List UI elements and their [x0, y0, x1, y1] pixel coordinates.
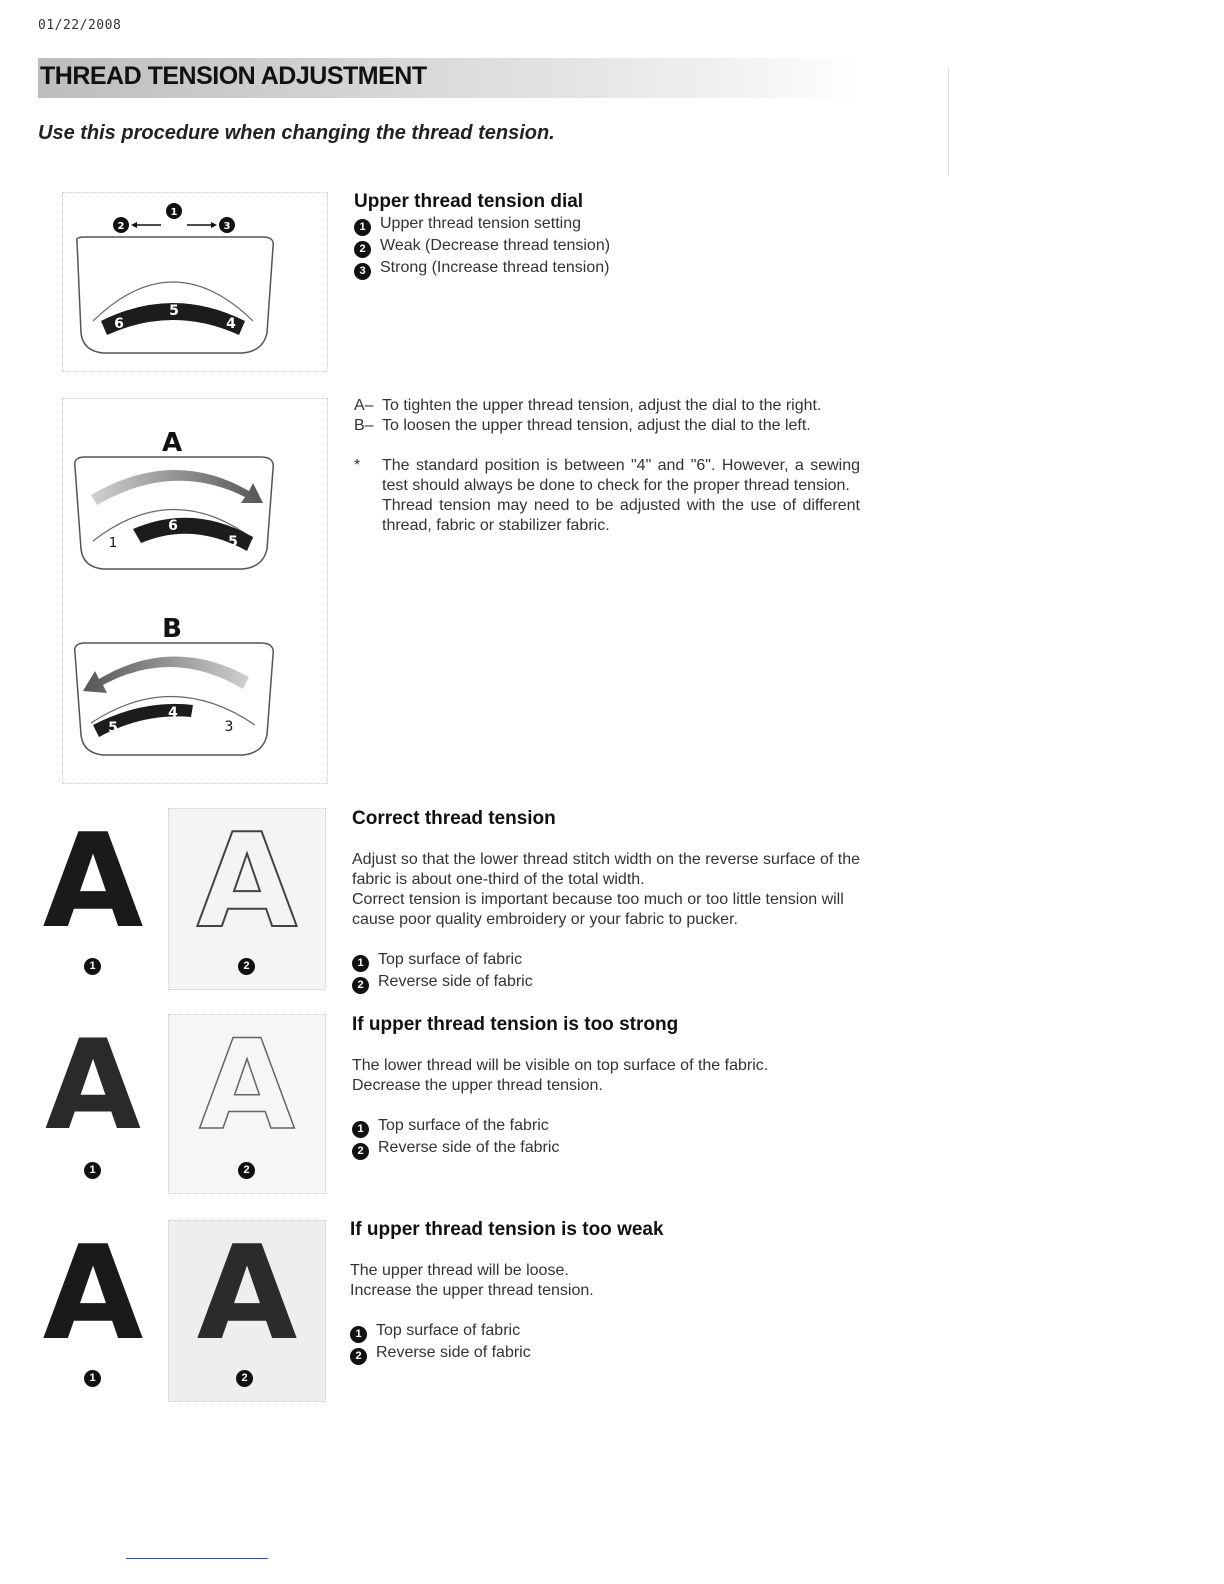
- adjust-figure: [62, 398, 328, 784]
- dial-heading: Upper thread tension dial: [354, 191, 584, 212]
- number-badge: 2: [352, 1143, 369, 1160]
- correct-item-1: 1 Top surface of fabric: [352, 950, 860, 972]
- dial-item-1: 1 Upper thread tension setting: [354, 214, 874, 236]
- footer-rule: [126, 1558, 268, 1559]
- dial-b-number-right: 3: [224, 719, 234, 735]
- top-surface-letter: A: [42, 805, 144, 957]
- dial-figure: [62, 192, 328, 372]
- number-badge: 1: [354, 219, 371, 236]
- dial-description: [354, 191, 874, 280]
- reverse-side-letter: A: [196, 805, 298, 957]
- dial-item-3: 3 Strong (Increase thread tension): [354, 258, 874, 280]
- callout-1-badge: 1: [84, 1370, 101, 1387]
- correct-body-2: Correct tension is important because too much or too little tension will cause poor quality embroidery or your fabric to pucker.: [352, 891, 844, 928]
- dial-b-number-center: 4: [168, 705, 178, 721]
- strong-description: [352, 1014, 860, 1160]
- callout-2-badge: 2: [238, 958, 255, 975]
- standard-note-2: Thread tension may need to be adjusted with the use of different thread, fabric or stabilizer fabric.: [382, 497, 860, 534]
- correct-heading: Correct thread tension: [352, 808, 556, 829]
- weak-description: [350, 1219, 858, 1365]
- number-badge: 3: [354, 263, 371, 280]
- arrow-left-icon: [83, 656, 249, 693]
- margin-rule: [948, 68, 949, 176]
- page-title: THREAD TENSION ADJUSTMENT: [40, 62, 427, 90]
- callout-1-badge: 1: [84, 958, 101, 975]
- callout-2-badge: 2: [236, 1370, 253, 1387]
- correct-description: [352, 808, 860, 994]
- number-badge: 2: [354, 241, 371, 258]
- weak-sample-figure: [20, 1217, 326, 1402]
- label-a: A: [161, 428, 183, 458]
- tension-dial-illustration: [63, 193, 327, 371]
- number-badge: 2: [352, 977, 369, 994]
- adjust-description: [354, 396, 860, 536]
- top-surface-letter: A: [45, 1014, 141, 1158]
- arrow-right-icon: [91, 470, 263, 505]
- document-date: 01/22/2008: [38, 18, 122, 33]
- dial-a-number-right: 5: [228, 534, 238, 550]
- callout-2: 2: [117, 221, 125, 232]
- correct-item-2: 2 Reverse side of fabric: [352, 972, 860, 994]
- line-b: B– To loosen the upper thread tension, adjust the dial to the left.: [354, 417, 811, 434]
- weak-heading: If upper thread tension is too weak: [350, 1219, 664, 1240]
- line-a: A– To tighten the upper thread tension, adjust the dial to the right.: [354, 397, 822, 414]
- weak-body-2: Increase the upper thread tension.: [350, 1282, 594, 1299]
- strong-item-1: 1 Top surface of the fabric: [352, 1116, 860, 1138]
- correct-body: Adjust so that the lower thread stitch width on the reverse surface of the fabric is about one-third of the total width.: [352, 851, 860, 888]
- dial-number-left: 6: [114, 316, 124, 332]
- callout-2-badge: 2: [238, 1162, 255, 1179]
- strong-heading: If upper thread tension is too strong: [352, 1014, 679, 1035]
- page-subtitle: Use this procedure when changing the thread tension.: [38, 122, 555, 144]
- dial-figure-b: [75, 614, 274, 755]
- strong-item-2: 2 Reverse side of the fabric: [352, 1138, 860, 1160]
- weak-body: The upper thread will be loose.: [350, 1262, 569, 1279]
- label-b: B: [162, 614, 182, 644]
- reverse-side-letter: A: [199, 1014, 295, 1158]
- correct-sample-figure: [20, 805, 326, 990]
- number-badge: 1: [352, 1121, 369, 1138]
- reverse-side-letter: A: [196, 1217, 298, 1369]
- dial-figure-a: [75, 428, 274, 569]
- dial-number-center: 5: [169, 303, 179, 319]
- dial-a-number-left: 1: [108, 536, 118, 551]
- dial-number-right: 4: [226, 316, 236, 332]
- dial-b-number-left: 5: [108, 720, 118, 736]
- dial-item-2: 2 Weak (Decrease thread tension): [354, 236, 874, 258]
- number-badge: 2: [350, 1348, 367, 1365]
- top-surface-letter: A: [42, 1217, 144, 1369]
- weak-item-1: 1 Top surface of fabric: [350, 1321, 858, 1343]
- number-badge: 1: [350, 1326, 367, 1343]
- weak-item-2: 2 Reverse side of fabric: [350, 1343, 858, 1365]
- callout-3: 3: [223, 221, 231, 232]
- strong-body-2: Decrease the upper thread tension.: [352, 1077, 603, 1094]
- number-badge: 1: [352, 955, 369, 972]
- dial-a-number-center: 6: [168, 518, 178, 534]
- callout-1-badge: 1: [84, 1162, 101, 1179]
- callout-1: 1: [170, 207, 178, 218]
- strong-sample-figure: [20, 1014, 326, 1194]
- strong-body: The lower thread will be visible on top surface of the fabric.: [352, 1057, 769, 1074]
- standard-note: * The standard position is between "4" and "6". However, a sewing test should always be done to check for the proper thread tension.: [354, 457, 860, 494]
